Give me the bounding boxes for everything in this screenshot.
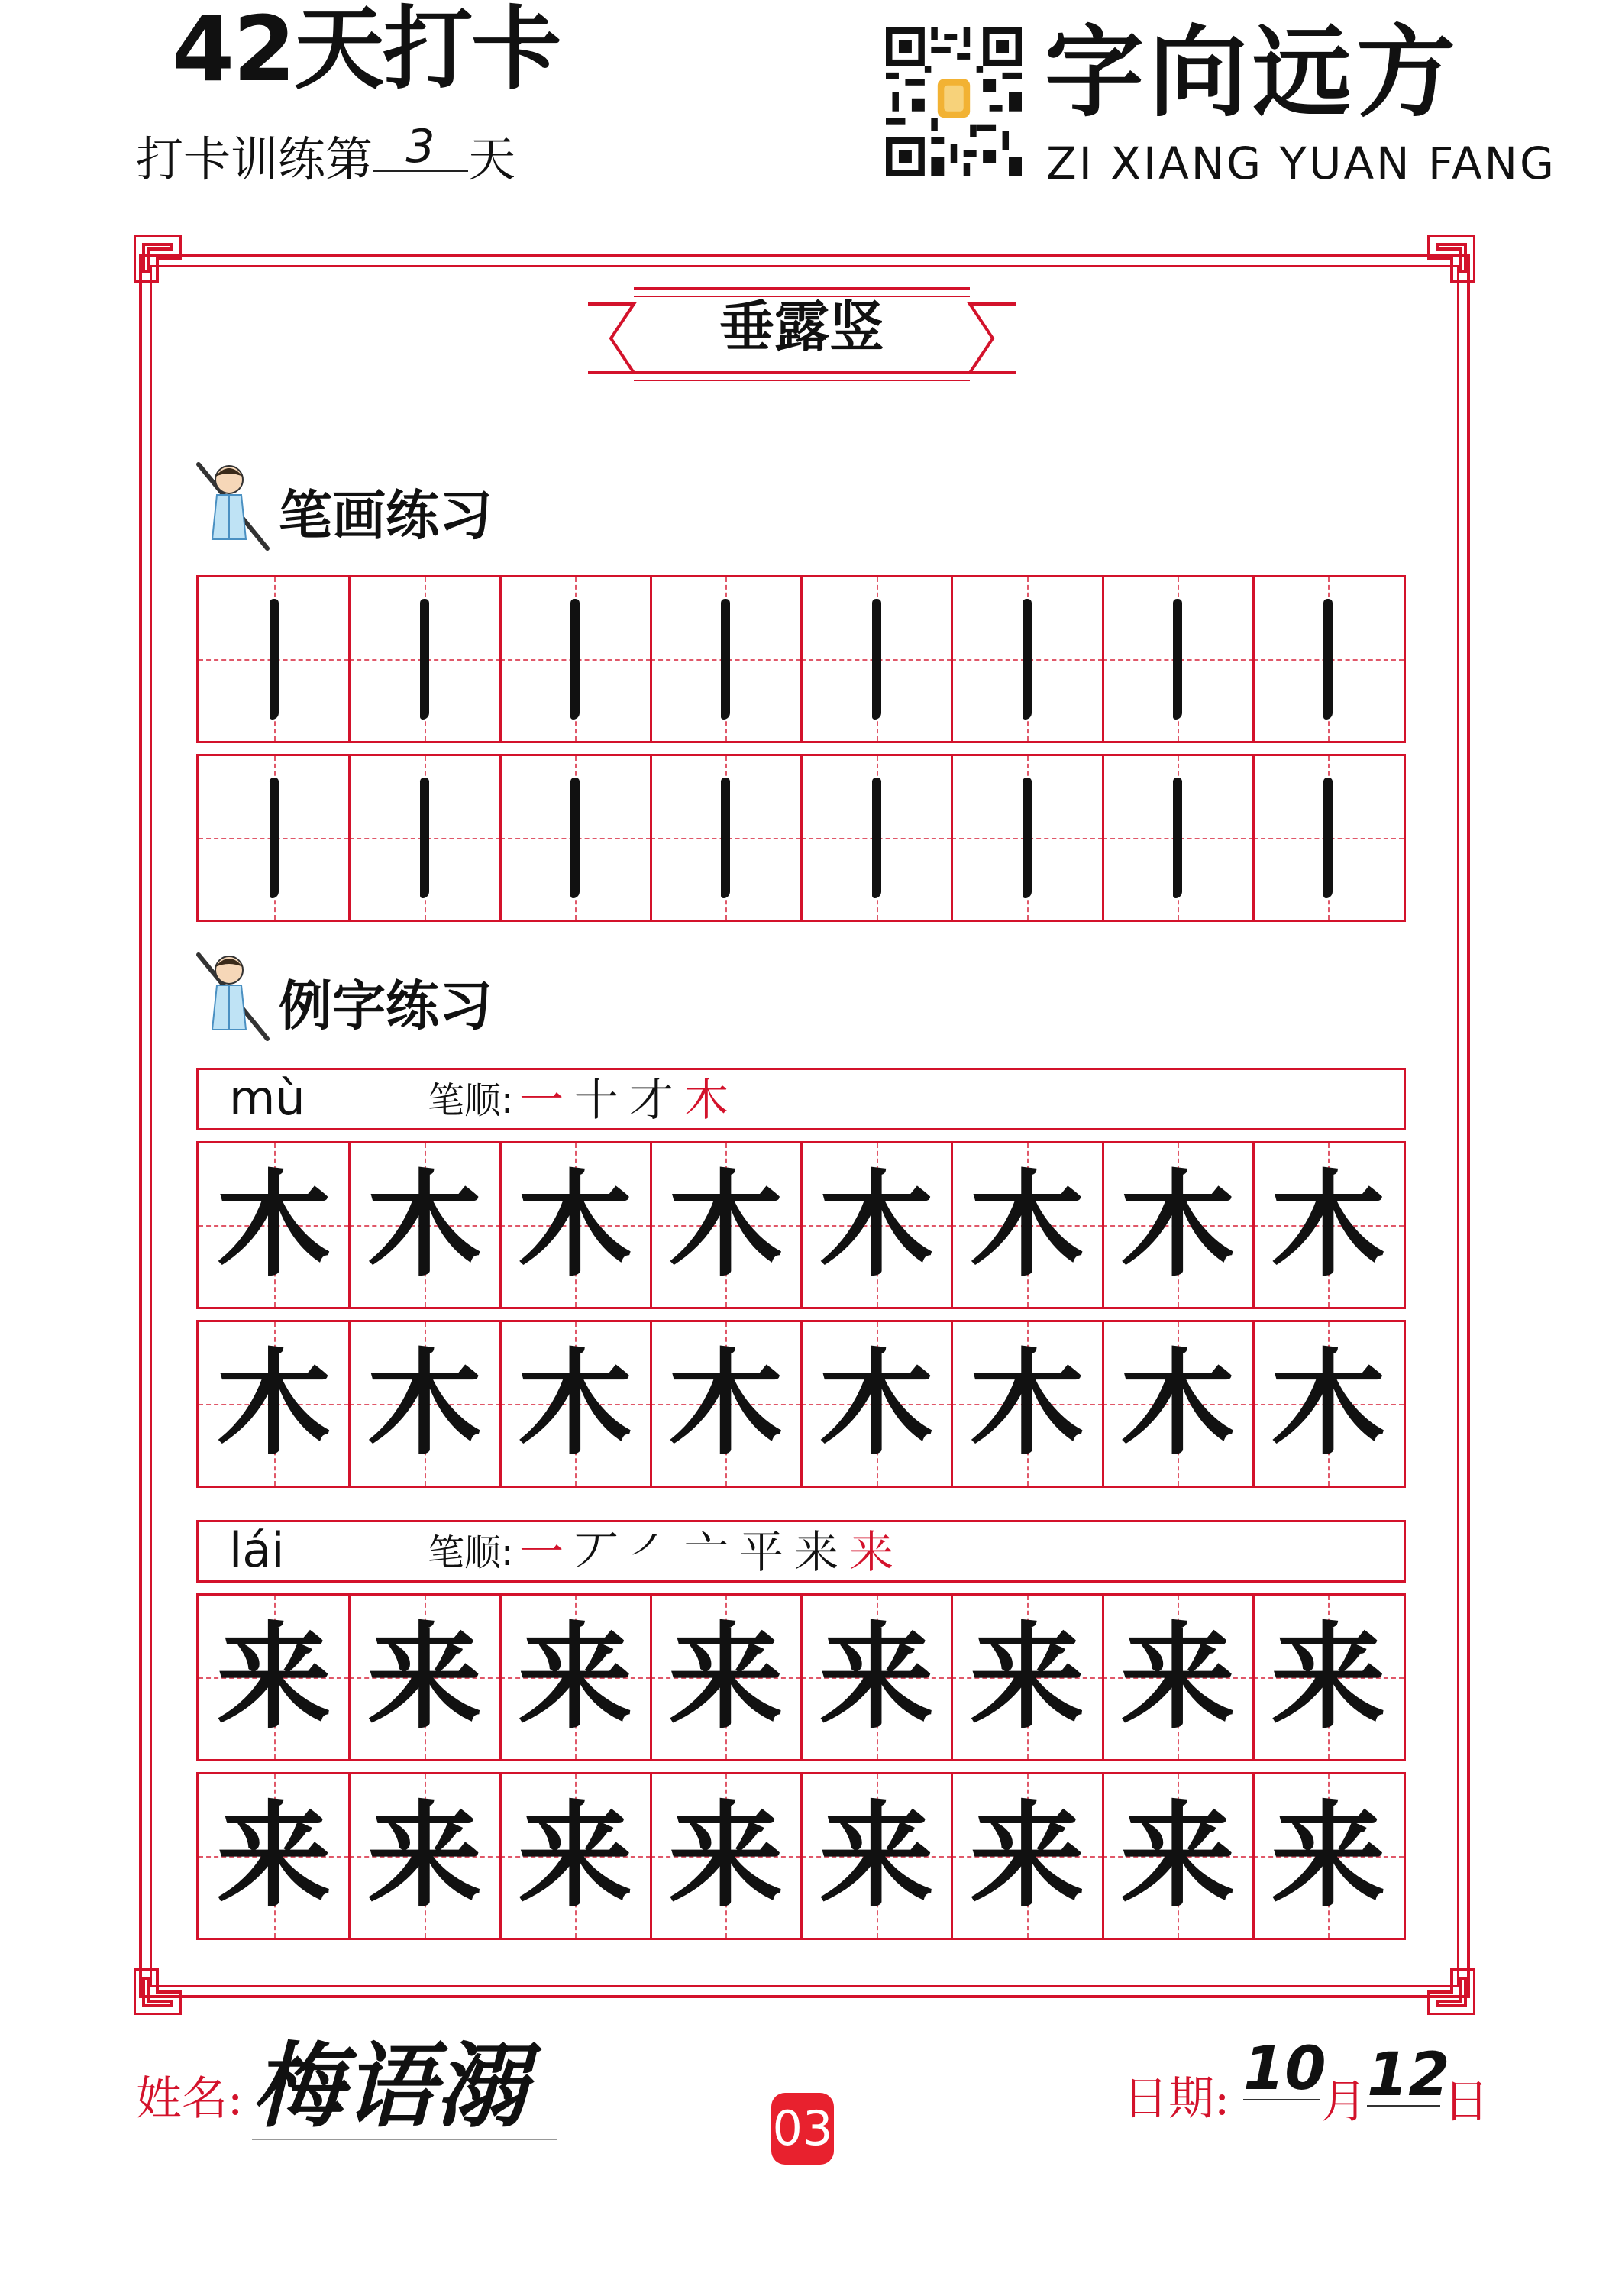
date-month-field[interactable]: 10 xyxy=(1243,2035,1326,2104)
practice-cell[interactable] xyxy=(349,1322,499,1486)
vertical-stroke-mark xyxy=(570,599,580,720)
practice-character: 来 xyxy=(518,1610,633,1745)
practice-cell[interactable] xyxy=(952,756,1102,920)
vertical-stroke-mark xyxy=(270,778,279,898)
stroke-practice-heading: 笔画练习 xyxy=(279,484,493,547)
stroke-grid-row-2 xyxy=(196,754,1406,922)
stroke-order-step: 木 xyxy=(684,1074,740,1126)
practice-character: 木 xyxy=(367,1158,482,1292)
practice-cell[interactable] xyxy=(1103,1322,1253,1486)
page-title: 42天打卡 xyxy=(172,0,561,102)
practice-cell[interactable] xyxy=(952,1596,1102,1759)
brand-subtitle: ZI XIANG YUAN FANG xyxy=(1046,137,1556,189)
practice-cell[interactable] xyxy=(801,1143,952,1307)
calligrapher-icon xyxy=(191,457,279,556)
practice-character: 木 xyxy=(969,1337,1084,1471)
practice-character: 来 xyxy=(819,1610,934,1745)
practice-character: 来 xyxy=(1120,1789,1236,1923)
practice-cell[interactable] xyxy=(199,1143,349,1307)
vertical-stroke-mark xyxy=(872,778,881,898)
practice-character: 木 xyxy=(668,1158,783,1292)
practice-cell[interactable] xyxy=(199,577,349,741)
practice-character: 来 xyxy=(216,1610,331,1745)
practice-cell[interactable] xyxy=(199,1774,349,1938)
practice-character: 木 xyxy=(1120,1158,1236,1292)
vertical-stroke-mark xyxy=(721,778,730,898)
practice-cell[interactable] xyxy=(349,756,499,920)
practice-cell[interactable] xyxy=(199,756,349,920)
practice-cell[interactable] xyxy=(801,1596,952,1759)
practice-character: 木 xyxy=(969,1158,1084,1292)
practice-character: 木 xyxy=(518,1337,633,1471)
stroke-order-step: 丆 xyxy=(574,1526,630,1578)
practice-cell[interactable] xyxy=(199,1322,349,1486)
day-suffix: 天 xyxy=(468,131,516,187)
vertical-stroke-mark xyxy=(1323,778,1333,898)
practice-cell[interactable] xyxy=(801,1322,952,1486)
practice-character: 来 xyxy=(367,1610,482,1745)
stroke-order xyxy=(519,1074,740,1126)
calligrapher-icon xyxy=(191,947,279,1046)
stroke-order-step: ㇒ xyxy=(629,1526,685,1578)
practice-character: 木 xyxy=(216,1337,331,1471)
stroke-order-step: 来 xyxy=(794,1526,850,1578)
practice-cell[interactable] xyxy=(500,577,651,741)
practice-cell[interactable] xyxy=(349,1143,499,1307)
vertical-stroke-mark xyxy=(420,599,429,720)
practice-cell[interactable] xyxy=(349,577,499,741)
practice-cell[interactable] xyxy=(1253,1143,1404,1307)
vertical-stroke-mark xyxy=(721,599,730,720)
char-info-bar xyxy=(196,1520,1406,1583)
qr-code-icon xyxy=(886,25,1022,178)
practice-cell[interactable] xyxy=(801,1774,952,1938)
practice-character: 木 xyxy=(668,1337,783,1471)
practice-cell[interactable] xyxy=(1103,1774,1253,1938)
char-grid-row-2 xyxy=(196,1772,1406,1940)
practice-cell[interactable] xyxy=(500,1143,651,1307)
practice-character: 木 xyxy=(216,1158,331,1292)
stroke-order xyxy=(519,1526,905,1578)
practice-cell[interactable] xyxy=(952,1774,1102,1938)
practice-character: 来 xyxy=(1120,1610,1236,1745)
month-unit: 月 xyxy=(1321,2075,1367,2129)
practice-cell[interactable] xyxy=(651,577,801,741)
practice-cell[interactable] xyxy=(1253,1596,1404,1759)
practice-cell[interactable] xyxy=(349,1596,499,1759)
vertical-stroke-mark xyxy=(1023,778,1032,898)
practice-cell[interactable] xyxy=(500,756,651,920)
practice-character: 来 xyxy=(969,1789,1084,1923)
day-counter xyxy=(136,120,516,187)
day-value[interactable]: 3 xyxy=(373,124,468,172)
char-grid-row-1 xyxy=(196,1141,1406,1309)
practice-cell[interactable] xyxy=(952,577,1102,741)
char-info-bar xyxy=(196,1068,1406,1130)
practice-cell[interactable] xyxy=(1253,756,1404,920)
practice-cell[interactable] xyxy=(1253,1774,1404,1938)
vertical-stroke-mark xyxy=(1173,599,1182,720)
page-number-badge: 03 xyxy=(771,2093,834,2165)
practice-character: 来 xyxy=(367,1789,482,1923)
practice-character: 木 xyxy=(1120,1337,1236,1471)
char-grid-row-1 xyxy=(196,1593,1406,1761)
stroke-name-title: 垂露竖 xyxy=(719,295,884,359)
stroke-order-step: 十 xyxy=(574,1074,630,1126)
stroke-order-label: 笔顺: xyxy=(428,1531,514,1574)
practice-cell[interactable] xyxy=(199,1596,349,1759)
day-prefix: 打卡训练第 xyxy=(136,131,373,187)
practice-cell[interactable] xyxy=(1103,577,1253,741)
vertical-stroke-mark xyxy=(1173,778,1182,898)
date-day-field[interactable]: 12 xyxy=(1367,2041,1450,2110)
stroke-grid-row-1 xyxy=(196,575,1406,743)
practice-character: 来 xyxy=(1271,1610,1386,1745)
practice-cell[interactable] xyxy=(500,1596,651,1759)
practice-cell[interactable] xyxy=(500,1774,651,1938)
practice-character: 木 xyxy=(1271,1158,1386,1292)
practice-character: 来 xyxy=(216,1789,331,1923)
practice-character: 来 xyxy=(668,1610,783,1745)
practice-character: 来 xyxy=(518,1789,633,1923)
practice-character: 木 xyxy=(819,1337,934,1471)
practice-character: 木 xyxy=(819,1158,934,1292)
practice-cell[interactable] xyxy=(801,756,952,920)
name-underline xyxy=(252,2139,557,2140)
practice-cell[interactable] xyxy=(651,1596,801,1759)
practice-character: 木 xyxy=(1271,1337,1386,1471)
name-label: 姓名: xyxy=(136,2072,244,2126)
name-field[interactable]: 梅语溺 xyxy=(252,2032,527,2140)
vertical-stroke-mark xyxy=(1323,599,1333,720)
practice-character: 来 xyxy=(1271,1789,1386,1923)
pinyin: mù xyxy=(229,1070,305,1126)
stroke-order-step: 亠 xyxy=(684,1526,740,1578)
practice-cell[interactable] xyxy=(952,1322,1102,1486)
practice-cell[interactable] xyxy=(651,1774,801,1938)
practice-cell[interactable] xyxy=(651,1143,801,1307)
vertical-stroke-mark xyxy=(270,599,279,720)
practice-cell[interactable] xyxy=(1253,577,1404,741)
stroke-order-step: 平 xyxy=(739,1526,795,1578)
stroke-order-label: 笔顺: xyxy=(428,1079,514,1122)
practice-cell[interactable] xyxy=(1253,1322,1404,1486)
char-practice-heading: 例字练习 xyxy=(279,975,493,1037)
practice-character: 来 xyxy=(819,1789,934,1923)
practice-character: 木 xyxy=(518,1158,633,1292)
practice-character: 来 xyxy=(969,1610,1084,1745)
date-label: 日期: xyxy=(1123,2072,1230,2126)
stroke-order-step: 一 xyxy=(519,1526,575,1578)
stroke-order-step: 才 xyxy=(629,1074,685,1126)
pinyin: lái xyxy=(229,1522,285,1578)
brand-logo-text: 字向远方 xyxy=(1045,14,1461,131)
practice-cell[interactable] xyxy=(651,1322,801,1486)
stroke-order-step: 来 xyxy=(849,1526,905,1578)
char-grid-row-2 xyxy=(196,1320,1406,1488)
day-unit: 日 xyxy=(1443,2075,1489,2129)
practice-cell[interactable] xyxy=(1103,756,1253,920)
stroke-order-step: 一 xyxy=(519,1074,575,1126)
vertical-stroke-mark xyxy=(570,778,580,898)
vertical-stroke-mark xyxy=(1023,599,1032,720)
practice-cell[interactable] xyxy=(952,1143,1102,1307)
practice-cell[interactable] xyxy=(651,756,801,920)
practice-cell[interactable] xyxy=(801,577,952,741)
practice-cell[interactable] xyxy=(349,1774,499,1938)
practice-cell[interactable] xyxy=(1103,1596,1253,1759)
vertical-stroke-mark xyxy=(872,599,881,720)
practice-cell[interactable] xyxy=(1103,1143,1253,1307)
practice-cell[interactable] xyxy=(500,1322,651,1486)
practice-character: 木 xyxy=(367,1337,482,1471)
vertical-stroke-mark xyxy=(420,778,429,898)
practice-character: 来 xyxy=(668,1789,783,1923)
